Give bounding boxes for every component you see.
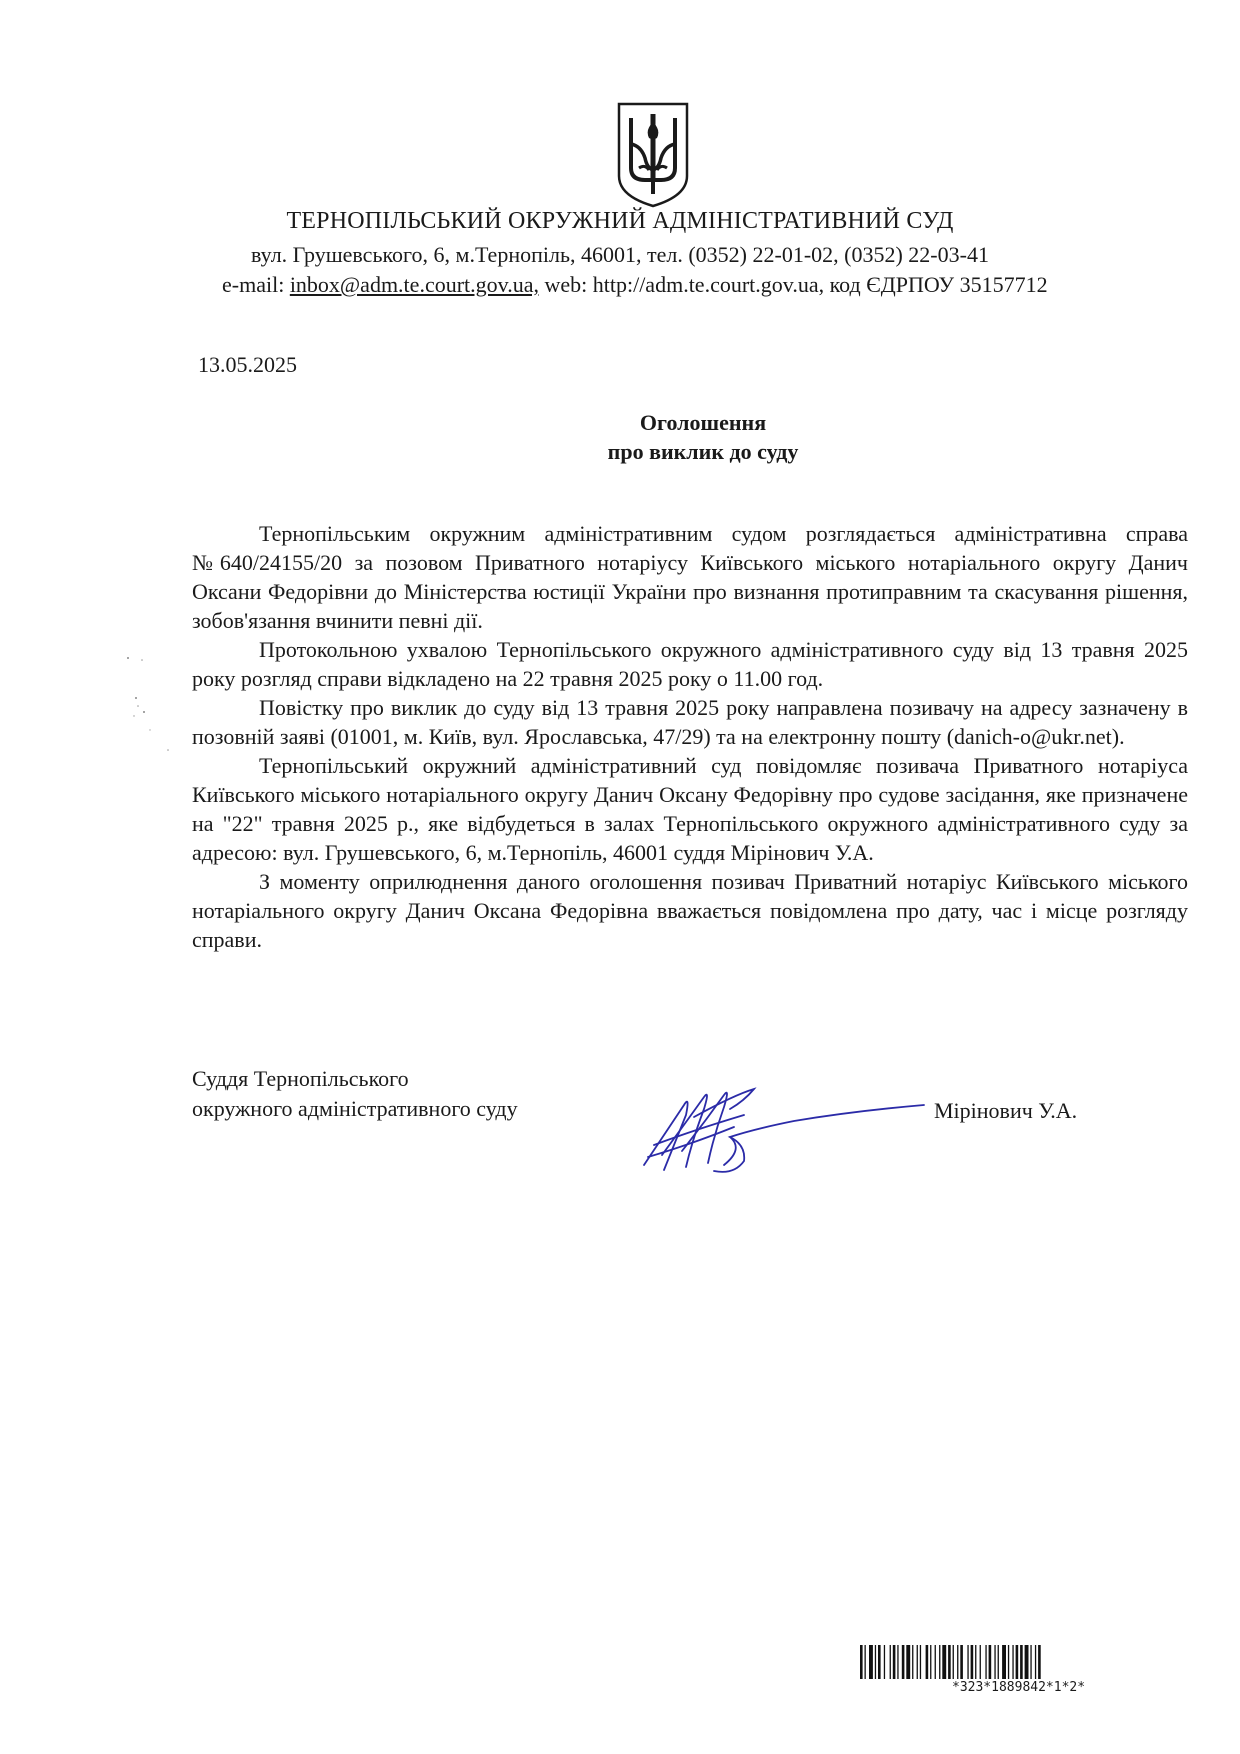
- paragraph: З моменту оприлюднення даного оголошення позивач Приватний нотаріус Київського міського нотаріального округу Данич Оксана Федорівна вважається повідомлена про дату, час і місце розгляду справи.: [192, 869, 1188, 952]
- trident-coat-of-arms-icon: [615, 100, 691, 208]
- judge-name: Мірінович У.А.: [934, 1098, 1078, 1123]
- paragraph: Тернопільський окружний адміністративний суд повідомляє позивача Приватного нотаріуса Київського міського нотаріального округу Данич Оксану Федорівну про судове засідання, яке призначене на "22" травня 2025 р., яке відбудеться в залах Тернопільського окружного адміністративного суду за адресою: вул. Грушевського, 6, м.Тернопіль, 46001 суддя Мірінович У.А.: [192, 753, 1188, 865]
- email-link[interactable]: inbox@adm.te.court.gov.ua,: [289, 272, 539, 297]
- announcement-body: [192, 519, 1188, 954]
- document-date: 13.05.2025: [198, 352, 297, 377]
- handwritten-signature: [634, 1075, 934, 1185]
- scan-specks: [120, 650, 180, 770]
- barcode-number: *323*1889842*1*2*: [952, 1680, 1086, 1695]
- document-title: Оголошення: [639, 410, 767, 435]
- paragraph: Повістку про виклик до суду від 13 травня 2025 року направлена позивачу на адресу зазначену в позовній заяві (01001, м. Київ, вул. Ярославська, 47/29) та на електронну пошту (danich-o@ukr.net).: [192, 695, 1188, 749]
- judge-title-line1: Суддя Тернопільського: [192, 1066, 409, 1091]
- email-label: e-mail:: [222, 272, 290, 297]
- web-and-code: web: http://adm.te.court.gov.ua, код ЄДРПОУ 35157712: [538, 272, 1048, 297]
- paragraph: Тернопільським окружним адміністративним судом розглядається адміністративна справа №640/24155/20 за позовом Приватного нотаріусу Київського міського нотаріального округу Данич Оксани Федорівни до Міністерства юстиції України про визнання протиправним та скасування рішення, зобов'язання вчинити певні дії.: [192, 521, 1188, 633]
- court-address: вул. Грушевського, 6, м.Тернопіль, 46001, тел. (0352) 22-01-02, (0352) 22-03-41: [251, 242, 989, 267]
- court-name: ТЕРНОПІЛЬСЬКИЙ ОКРУЖНИЙ АДМІНІСТРАТИВНИЙ СУД: [286, 208, 954, 234]
- barcode: [860, 1645, 1178, 1679]
- document-subtitle: про виклик до суду: [607, 439, 799, 464]
- court-contacts: [222, 272, 1162, 298]
- paragraph: Протокольною ухвалою Тернопільського окружного адміністративного суду від 13 травня 2025 року розгляд справи відкладено на 22 травня 2025 року о 11.00 год.: [192, 637, 1188, 691]
- judge-title-line2: окружного адміністративного суду: [192, 1096, 518, 1121]
- judge-title: [192, 1064, 518, 1124]
